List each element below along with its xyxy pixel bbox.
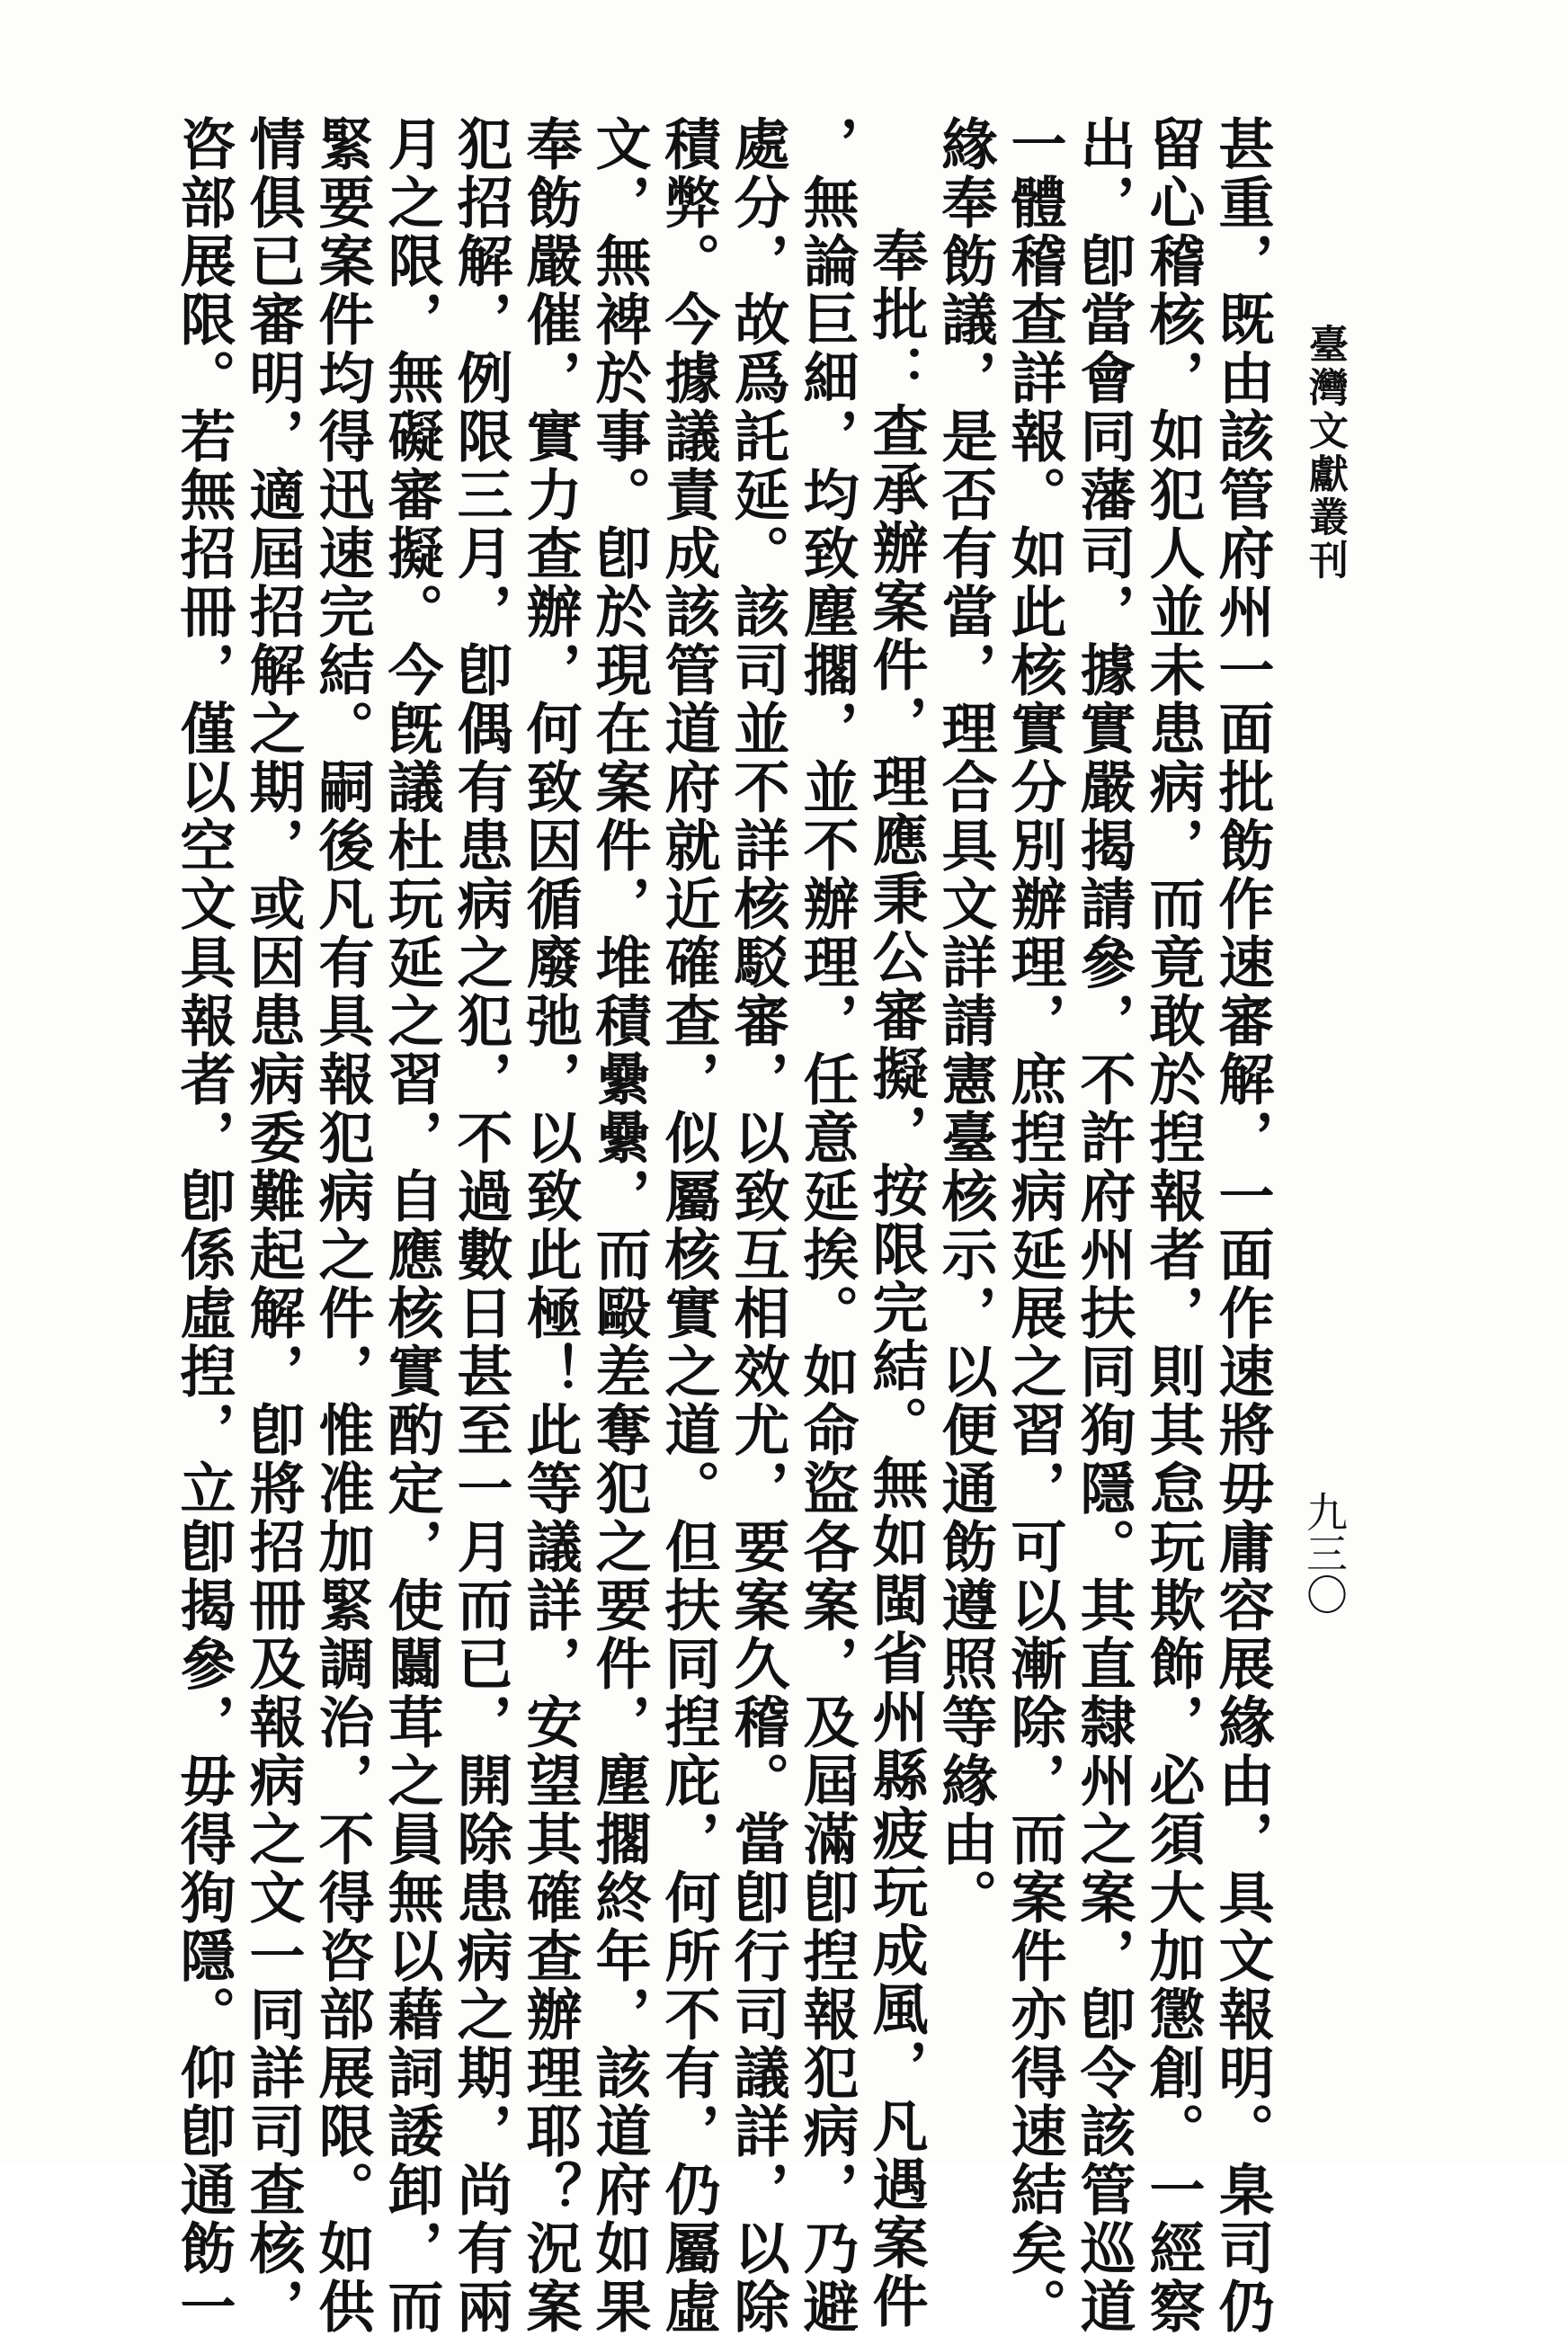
text-column: 情俱已審明，適屆招解之期，或因患病委難起解，卽將招冊及報病之文一同詳司查核，: [240, 115, 306, 2336]
text-column: 甚重，既由該管府州一面批飭作速審解，一面作速將毋庸容展緣由，具文報明。臬司仍: [1209, 115, 1275, 2336]
text-column: 奉批：查承辦案件，理應秉公審擬，按限完結。無如閩省州縣疲玩成風，凡遇案件: [863, 227, 929, 2331]
text-column: 處分，故爲託延。該司並不詳核駁審，以致互相效尤，要案久稽。當卽行司議詳，以除: [725, 115, 790, 2336]
text-column: 咨部展限。若無招冊，僅以空文具報者，卽係虛揑，立卽揭參，毋得狥隱。仰卽通飭一: [171, 115, 236, 2336]
text-column: 積弊。今據議責成該管道府就近確查，似屬核實之道。但扶同揑庇，何所不有，仍屬虛: [655, 115, 721, 2336]
text-column: 一體稽查詳報。如此核實分別辦理，庶揑病延展之習，可以漸除，而案件亦得速結矣。: [1002, 115, 1067, 2336]
running-head: 臺灣文獻叢刊: [1302, 324, 1348, 583]
text-column: 留心稽核，如犯人並未患病，而竟敢於揑報者，則其怠玩欺飾，必須大加懲創。一經察: [1140, 115, 1206, 2336]
body-text: [171, 115, 1277, 2336]
text-column: 出，卽當會同藩司，據實嚴揭請參，不許府州扶同狥隱。其直隸州之案，卽令該管巡道: [1071, 115, 1136, 2336]
page-number: 九三〇: [1300, 1491, 1349, 1615]
text-column: 奉飭嚴催，實力查辦，何致因循廢弛，以致此極！此等議詳，安望其確查辦理耶？況案: [517, 115, 583, 2336]
text-column: 緊要案件均得迅速完結。嗣後凡有具報犯病之件，惟准加緊調治，不得咨部展限。如供: [309, 115, 375, 2336]
text-column: 月之限，無礙審擬。今旣議杜玩延之習，自應核實酌定，使闒茸之員無以藉詞諉卸，而: [379, 115, 444, 2336]
text-column: 緣奉飭議，是否有當，理合具文詳請憲臺核示，以便通飭遵照等緣由。: [932, 115, 998, 1927]
text-column: ，無論巨細，均致塵擱，並不辦理，任意延挨。如命盜各案，及屆滿卽揑報犯病，乃避: [794, 115, 860, 2336]
text-column: 文，無裨於事。卽於現在案件，堆積纍纍，而毆差奪犯之要件，塵擱終年，該道府如果: [586, 115, 652, 2336]
text-column: 犯招解，例限三月，卽偶有患病之犯，不過數日甚至一月而已，開除患病之期，尚有兩: [448, 115, 513, 2336]
